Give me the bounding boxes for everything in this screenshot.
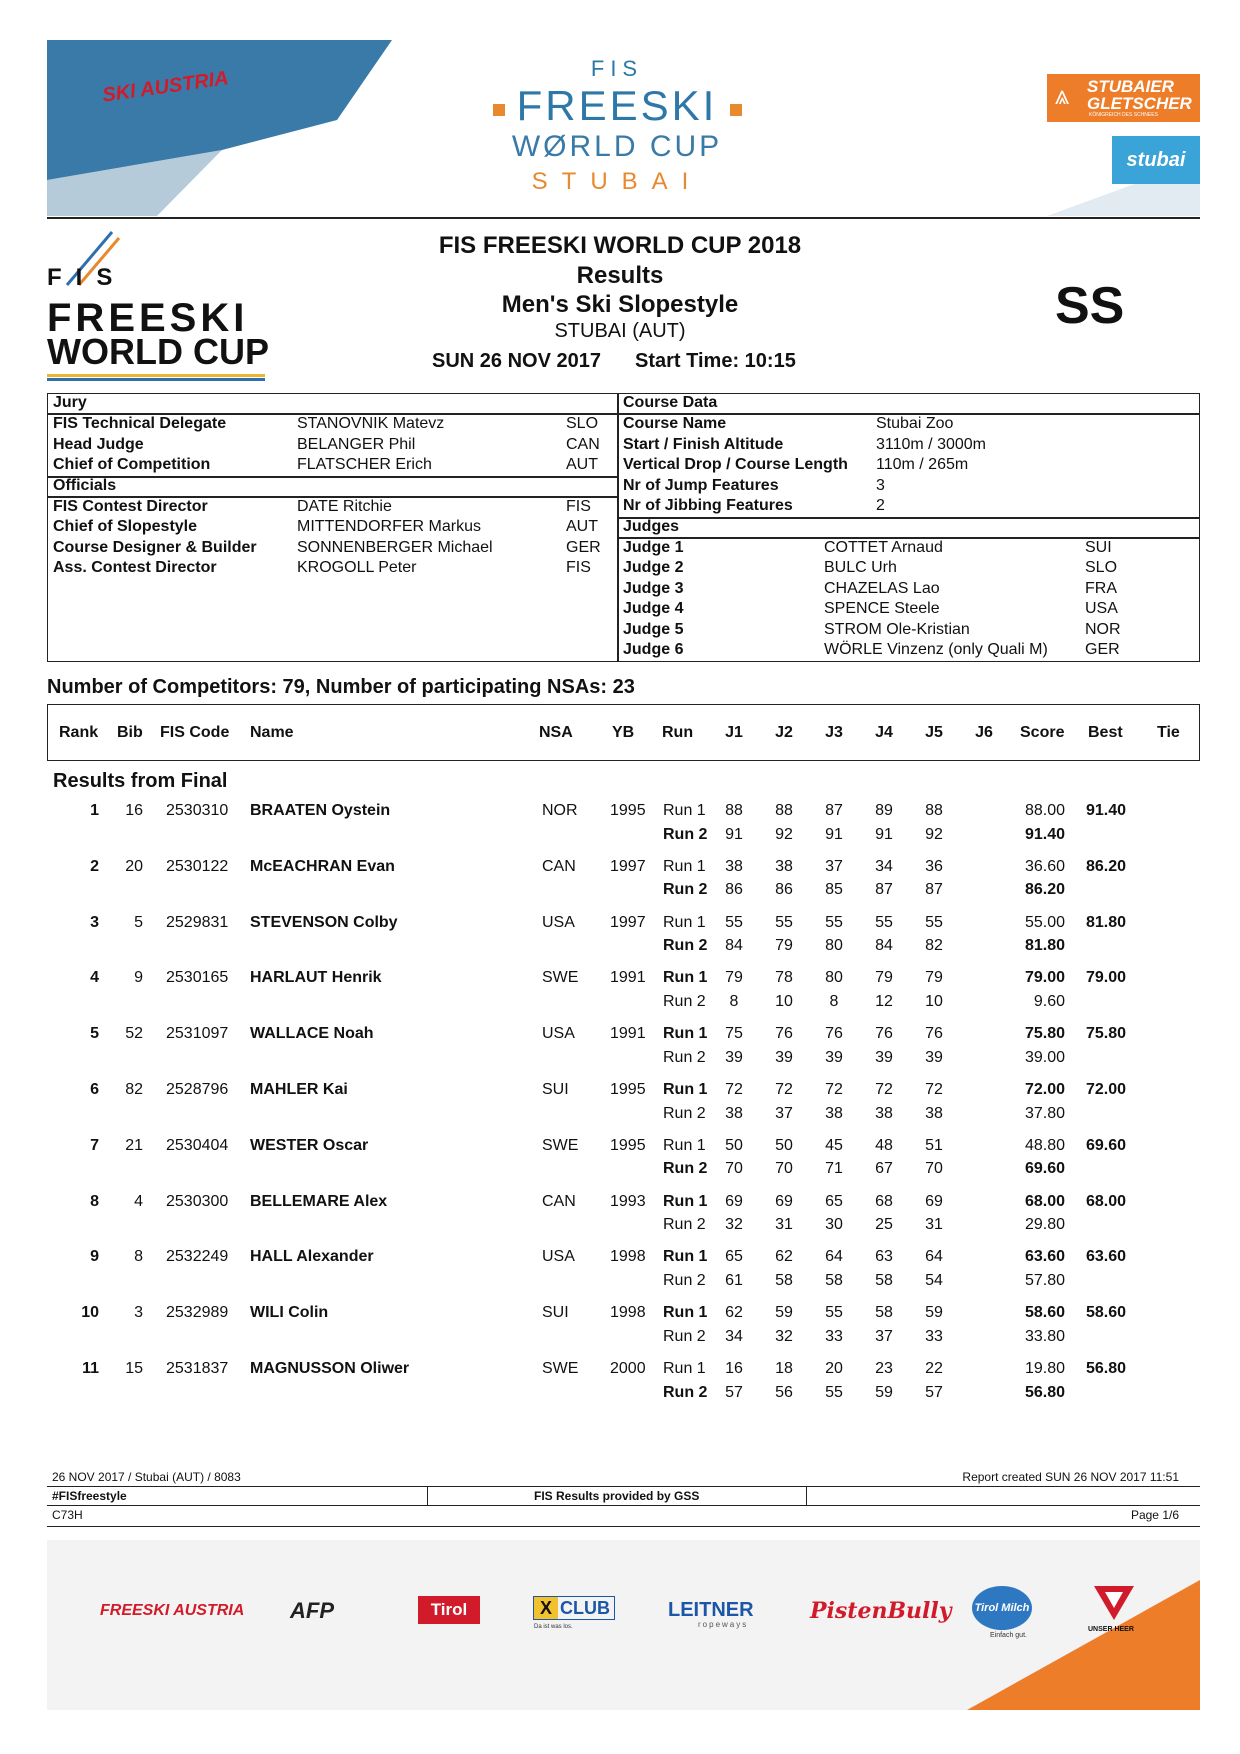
judge-score: 87: [825, 802, 843, 819]
judge-score: 37: [825, 857, 843, 875]
banner-stubai: STUBAI: [531, 168, 703, 195]
judge-score: 58: [875, 1304, 893, 1322]
run-label: Run 2: [663, 992, 706, 1010]
judge-score: 12: [875, 992, 893, 1010]
judge-score: 61: [725, 1271, 743, 1289]
year-of-birth: 2000: [610, 1360, 646, 1377]
rank: 5: [90, 1025, 99, 1043]
year-of-birth: 1995: [610, 1081, 646, 1098]
run-score: 88.00: [1024, 802, 1065, 819]
athlete-name: BRAATEN Oystein: [250, 802, 391, 819]
footer-event-info: 26 NOV 2017 / Stubai (AUT) / 8083: [52, 1470, 241, 1484]
judge-score: 56: [775, 1383, 793, 1401]
judge-score: 50: [775, 1136, 793, 1154]
judge-score: 10: [775, 992, 793, 1010]
best-score: 81.80: [1086, 913, 1127, 931]
year-of-birth: 1998: [610, 1304, 646, 1322]
rank: 6: [90, 1081, 99, 1098]
judge-score: 76: [875, 1025, 893, 1043]
judge-score: 39: [925, 1048, 943, 1066]
judge-score: 86: [775, 881, 793, 899]
judge-score: 55: [775, 913, 793, 931]
judge-score: 59: [875, 1383, 893, 1401]
judge-score: 75: [725, 1025, 743, 1043]
judge-score: 45: [825, 1136, 843, 1154]
col-bib: Bib: [117, 724, 143, 741]
nsa: USA: [542, 913, 575, 931]
judge-score: 55: [825, 1304, 843, 1322]
event-code: SS: [1055, 277, 1125, 335]
fis-code: 2529831: [166, 913, 229, 931]
best-score: 91.40: [1086, 802, 1127, 819]
judge-score: 55: [725, 913, 743, 931]
col-tie: Tie: [1157, 724, 1180, 741]
nsa: SWE: [542, 1360, 579, 1377]
judge-score: 92: [775, 825, 793, 843]
judge-score: 37: [875, 1327, 893, 1345]
judge-score: 32: [725, 1216, 743, 1234]
run-label: Run 1: [663, 857, 706, 875]
athlete-name: BELLEMARE Alex: [250, 1192, 388, 1210]
best-score: 75.80: [1086, 1025, 1127, 1043]
run-score: 58.60: [1024, 1304, 1065, 1322]
judge-score: 82: [925, 937, 943, 955]
run-score: 79.00: [1024, 969, 1065, 987]
sponsor-unser-heer: UNSER HEER: [1088, 1626, 1134, 1633]
rank: 8: [90, 1192, 99, 1210]
judge-score: 84: [725, 937, 743, 955]
judge-score: 58: [825, 1271, 843, 1289]
year-of-birth: 1995: [610, 1136, 646, 1154]
run-label: Run 2: [663, 1327, 706, 1345]
judge-score: 55: [825, 913, 843, 931]
run-label: Run 1: [663, 913, 706, 931]
athlete-name: HARLAUT Henrik: [250, 969, 382, 987]
rank: 11: [82, 1360, 99, 1377]
col-run: Run: [662, 724, 694, 741]
run-score: 86.20: [1024, 881, 1065, 899]
judge-score: 71: [825, 1160, 843, 1178]
judge-score: 32: [775, 1327, 793, 1345]
bib: 82: [125, 1081, 143, 1098]
judge-score: 34: [875, 857, 893, 875]
mountain-icon: ⩓: [1055, 80, 1070, 110]
judge-score: 69: [775, 1192, 793, 1210]
fis-code: 2532989: [166, 1304, 229, 1322]
athlete-name: MAGNUSSON Oliwer: [250, 1360, 410, 1377]
run-label: Run 2: [663, 825, 708, 843]
judge-score: 25: [875, 1216, 893, 1234]
footer-form-code: C73H: [52, 1508, 83, 1522]
best-score: 58.60: [1086, 1304, 1127, 1322]
year-of-birth: 1998: [610, 1248, 646, 1266]
judge-score: 59: [925, 1304, 943, 1322]
run-score: 56.80: [1024, 1383, 1065, 1401]
judge-score: 91: [725, 825, 743, 843]
judge-score: 86: [725, 881, 743, 899]
footer-report-created: Report created SUN 26 NOV 2017 11:51: [962, 1470, 1179, 1484]
footer-hashtag: #FISfreestyle: [52, 1489, 127, 1503]
judge-score: 70: [775, 1160, 793, 1178]
athlete-name: WILI Colin: [250, 1304, 329, 1322]
judge-score: 92: [925, 825, 943, 843]
year-of-birth: 1991: [610, 969, 646, 987]
bib: 5: [134, 913, 143, 931]
fis-code: 2531837: [166, 1360, 229, 1377]
run-score: 72.00: [1024, 1081, 1065, 1098]
judge-score: 72: [825, 1081, 843, 1098]
bib: 21: [125, 1136, 143, 1154]
judge-score: 39: [775, 1048, 793, 1066]
judge-score: 38: [925, 1104, 943, 1122]
nsa: CAN: [542, 1192, 576, 1210]
year-of-birth: 1997: [610, 857, 646, 875]
col-j6: J6: [975, 724, 993, 741]
run-label: Run 2: [663, 1104, 706, 1122]
run-score: 63.60: [1024, 1248, 1065, 1266]
judge-score: 55: [875, 913, 893, 931]
bib: 8: [134, 1248, 143, 1266]
judge-score: 20: [825, 1360, 843, 1377]
judge-score: 38: [725, 857, 743, 875]
run-score: 75.80: [1024, 1025, 1065, 1043]
ski-austria-logo: SKI AUSTRIA: [101, 67, 230, 107]
fis-code: 2530404: [166, 1136, 229, 1154]
judge-score: 39: [875, 1048, 893, 1066]
col-fiscode: FIS Code: [160, 724, 230, 741]
judge-score: 68: [875, 1192, 893, 1210]
sponsor-strip: [47, 1540, 1200, 1710]
judge-score: 34: [725, 1327, 743, 1345]
judge-score: 69: [725, 1192, 743, 1210]
year-of-birth: 1997: [610, 913, 646, 931]
judge-score: 62: [725, 1304, 743, 1322]
course-heading: Course Data: [623, 394, 718, 411]
venue: STUBAI (AUT): [554, 320, 686, 342]
event-name: Men's Ski Slopestyle: [501, 291, 739, 318]
run-label: Run 1: [663, 1136, 706, 1154]
judge-score: 23: [875, 1360, 893, 1377]
judge-score: 38: [775, 857, 793, 875]
fis-code: 2528796: [166, 1081, 229, 1098]
banner-fis: FIS: [590, 56, 644, 81]
col-j4: J4: [875, 724, 893, 741]
run-label: Run 1: [663, 1081, 708, 1098]
nsa: SUI: [542, 1081, 569, 1098]
nsa: CAN: [542, 857, 576, 875]
athlete-name: WESTER Oscar: [250, 1136, 369, 1154]
bib: 3: [134, 1304, 143, 1322]
judge-score: 88: [725, 802, 743, 819]
judge-score: 72: [725, 1081, 743, 1098]
judge-score: 31: [775, 1216, 793, 1234]
sponsor-pistenbully: PistenBully: [810, 1598, 952, 1624]
run-score: 91.40: [1024, 825, 1065, 843]
rank: 3: [90, 913, 99, 931]
rank: 4: [90, 969, 99, 987]
run-score: 55.00: [1024, 913, 1065, 931]
unser-heer-shield-icon: [1092, 1582, 1136, 1622]
jury-heading: Jury: [53, 394, 87, 411]
judge-score: 85: [825, 881, 843, 899]
judge-score: 10: [925, 992, 943, 1010]
fis-code: 2530300: [166, 1192, 229, 1210]
rank: 7: [90, 1136, 99, 1154]
judge-score: 79: [725, 969, 743, 987]
judge-score: 79: [775, 937, 793, 955]
sponsor-leitner: LEITNER: [668, 1599, 754, 1621]
page-title: FIS FREESKI WORLD CUP 2018: [438, 232, 802, 259]
officials-heading: Officials: [53, 477, 117, 494]
best-score: 79.00: [1086, 969, 1127, 987]
judge-score: 33: [825, 1327, 843, 1345]
judge-score: 84: [875, 937, 893, 955]
judge-score: 72: [875, 1081, 893, 1098]
judge-score: 76: [775, 1025, 793, 1043]
run-label: Run 1: [663, 1248, 708, 1266]
bib: 16: [125, 802, 143, 819]
fis-code: 2531097: [166, 1025, 229, 1043]
year-of-birth: 1995: [610, 802, 646, 819]
judge-score: 18: [775, 1360, 793, 1377]
stubaier-gletscher-logo: ⩓ STUBAIER GLETSCHER KÖNIGREICH DES SCHNEES: [1047, 74, 1200, 122]
judge-score: 67: [875, 1160, 893, 1178]
nsa: USA: [542, 1025, 575, 1043]
judge-score: 55: [825, 1383, 843, 1401]
judges-heading: Judges: [623, 518, 680, 535]
run-score: 57.80: [1024, 1271, 1065, 1289]
run-score: 48.80: [1024, 1136, 1065, 1154]
run-score: 19.80: [1024, 1360, 1065, 1377]
judge-score: 37: [775, 1104, 793, 1122]
col-name: Name: [250, 724, 294, 741]
judge-score: 70: [725, 1160, 743, 1178]
col-j5: J5: [925, 724, 943, 741]
col-nsa: NSA: [539, 724, 573, 741]
judge-score: 88: [775, 802, 793, 819]
fis-code: 2532249: [166, 1248, 229, 1266]
judge-score: 72: [925, 1081, 943, 1098]
judge-score: 79: [875, 969, 893, 987]
bib: 4: [134, 1192, 143, 1210]
judge-score: 22: [925, 1360, 943, 1377]
judge-score: 62: [775, 1248, 793, 1266]
year-of-birth: 1991: [610, 1025, 646, 1043]
footer-provider: FIS Results provided by GSS: [534, 1489, 700, 1503]
judge-score: 79: [925, 969, 943, 987]
stubai-logo: stubai: [1112, 136, 1200, 184]
fis-code: 2530310: [166, 802, 229, 819]
judge-score: 63: [875, 1248, 893, 1266]
judge-score: 69: [925, 1192, 943, 1210]
bib: 15: [125, 1360, 143, 1377]
judge-score: 58: [775, 1271, 793, 1289]
run-label: Run 2: [663, 937, 708, 955]
col-score: Score: [1020, 724, 1065, 741]
best-score: 86.20: [1086, 857, 1127, 875]
judge-score: 39: [825, 1048, 843, 1066]
judge-score: 65: [725, 1248, 743, 1266]
nsa: NOR: [542, 802, 578, 819]
nsa: SWE: [542, 1136, 579, 1154]
athlete-name: MAHLER Kai: [250, 1081, 348, 1098]
judge-score: 70: [925, 1160, 943, 1178]
best-score: 68.00: [1086, 1192, 1127, 1210]
best-score: 63.60: [1086, 1248, 1127, 1266]
best-score: 69.60: [1086, 1136, 1127, 1154]
run-label: Run 2: [663, 1271, 706, 1289]
run-label: Run 1: [663, 802, 706, 819]
start-time: Start Time: 10:15: [635, 350, 796, 372]
athlete-name: WALLACE Noah: [250, 1025, 374, 1043]
athlete-name: McEACHRAN Evan: [250, 857, 395, 875]
judge-score: 30: [825, 1216, 843, 1234]
judge-score: 38: [725, 1104, 743, 1122]
judge-score: 87: [925, 881, 943, 899]
year-of-birth: 1993: [610, 1192, 646, 1210]
rank: 10: [81, 1304, 99, 1322]
judge-score: 51: [925, 1136, 943, 1154]
run-score: 36.60: [1024, 857, 1065, 875]
run-score: 39.00: [1024, 1048, 1065, 1066]
judge-score: 89: [875, 802, 893, 819]
results-section-heading: Results from Final: [53, 770, 228, 792]
run-score: 81.80: [1024, 937, 1065, 955]
rank: 2: [90, 857, 99, 875]
judge-score: 36: [925, 857, 943, 875]
sponsor-freeski-austria: FREESKI AUSTRIA: [100, 1602, 245, 1619]
rank: 1: [90, 802, 99, 819]
athlete-name: HALL Alexander: [250, 1248, 374, 1266]
run-score: 37.80: [1024, 1104, 1065, 1122]
judge-score: 31: [925, 1216, 943, 1234]
judge-score: 38: [875, 1104, 893, 1122]
judge-score: 59: [775, 1304, 793, 1322]
judge-score: 8: [729, 992, 739, 1010]
footer-page: Page 1/6: [1130, 1508, 1179, 1522]
page-subtitle: Results: [576, 262, 664, 289]
bib: 20: [125, 857, 143, 875]
run-score: 69.60: [1024, 1160, 1065, 1178]
best-score: 72.00: [1086, 1081, 1127, 1098]
judge-score: 78: [775, 969, 793, 987]
judge-score: 88: [925, 802, 943, 819]
judge-score: 65: [825, 1192, 843, 1210]
judge-score: 76: [825, 1025, 843, 1043]
sponsor-afp: AFP: [290, 1598, 334, 1623]
fis-code: 2530165: [166, 969, 229, 987]
fis-code: 2530122: [166, 857, 229, 875]
judge-score: 58: [875, 1271, 893, 1289]
judge-score: 48: [875, 1136, 893, 1154]
nsa: SWE: [542, 969, 579, 987]
banner-worldcup: WØRLD CUP: [511, 130, 723, 163]
bib: 52: [125, 1025, 143, 1043]
judge-score: 54: [925, 1271, 943, 1289]
run-label: Run 1: [663, 1192, 708, 1210]
athlete-name: STEVENSON Colby: [250, 913, 398, 931]
run-score: 33.80: [1024, 1327, 1065, 1345]
col-j2: J2: [775, 724, 793, 741]
run-label: Run 2: [663, 1048, 706, 1066]
judge-score: 16: [725, 1360, 743, 1377]
col-j1: J1: [725, 724, 743, 741]
run-score: 9.60: [1033, 992, 1065, 1010]
judge-score: 80: [825, 937, 843, 955]
run-label: Run 2: [663, 1383, 708, 1401]
top-banner: [47, 40, 1200, 216]
col-best: Best: [1088, 724, 1123, 741]
header-rule: [47, 217, 1200, 219]
judge-score: 91: [875, 825, 893, 843]
run-label: Run 2: [663, 881, 708, 899]
run-label: Run 1: [663, 1360, 706, 1377]
run-label: Run 2: [663, 1160, 708, 1178]
best-score: 56.80: [1086, 1360, 1127, 1377]
banner-freeski: FREESKI: [516, 82, 718, 129]
judge-score: 91: [825, 825, 843, 843]
bib: 9: [134, 969, 143, 987]
competitors-summary: Number of Competitors: 79, Number of participating NSAs: 23: [47, 676, 635, 698]
judge-score: 64: [925, 1248, 943, 1266]
nsa: USA: [542, 1248, 575, 1266]
judge-score: 33: [925, 1327, 943, 1345]
col-yb: YB: [612, 724, 635, 741]
col-rank: Rank: [59, 724, 99, 741]
sponsor-tirol-milch: Tirol Milch: [972, 1586, 1032, 1630]
sponsor-tirol: Tirol: [418, 1596, 480, 1624]
run-label: Run 1: [663, 1025, 708, 1043]
run-label: Run 1: [663, 1304, 708, 1322]
col-j3: J3: [825, 724, 843, 741]
judge-score: 72: [775, 1081, 793, 1098]
judge-score: 38: [825, 1104, 843, 1122]
run-label: Run 2: [663, 1216, 706, 1234]
run-score: 29.80: [1024, 1216, 1065, 1234]
judge-score: 87: [875, 881, 893, 899]
judge-score: 57: [725, 1383, 743, 1401]
judge-score: 64: [825, 1248, 843, 1266]
rank: 9: [90, 1248, 99, 1266]
sponsor-xclub: X CLUB Da ist was los.: [533, 1596, 615, 1620]
judge-score: 57: [925, 1383, 943, 1401]
judge-score: 55: [925, 913, 943, 931]
run-score: 68.00: [1024, 1192, 1065, 1210]
judge-score: 8: [829, 992, 839, 1010]
judge-score: 76: [925, 1025, 943, 1043]
judge-score: 80: [825, 969, 843, 987]
fis-freeski-logo: FIS FREESKI WORLD CUP: [47, 230, 277, 385]
event-date: SUN 26 NOV 2017: [432, 350, 601, 372]
run-label: Run 1: [663, 969, 708, 987]
nsa: SUI: [542, 1304, 569, 1322]
judge-score: 50: [725, 1136, 743, 1154]
judge-score: 39: [725, 1048, 743, 1066]
